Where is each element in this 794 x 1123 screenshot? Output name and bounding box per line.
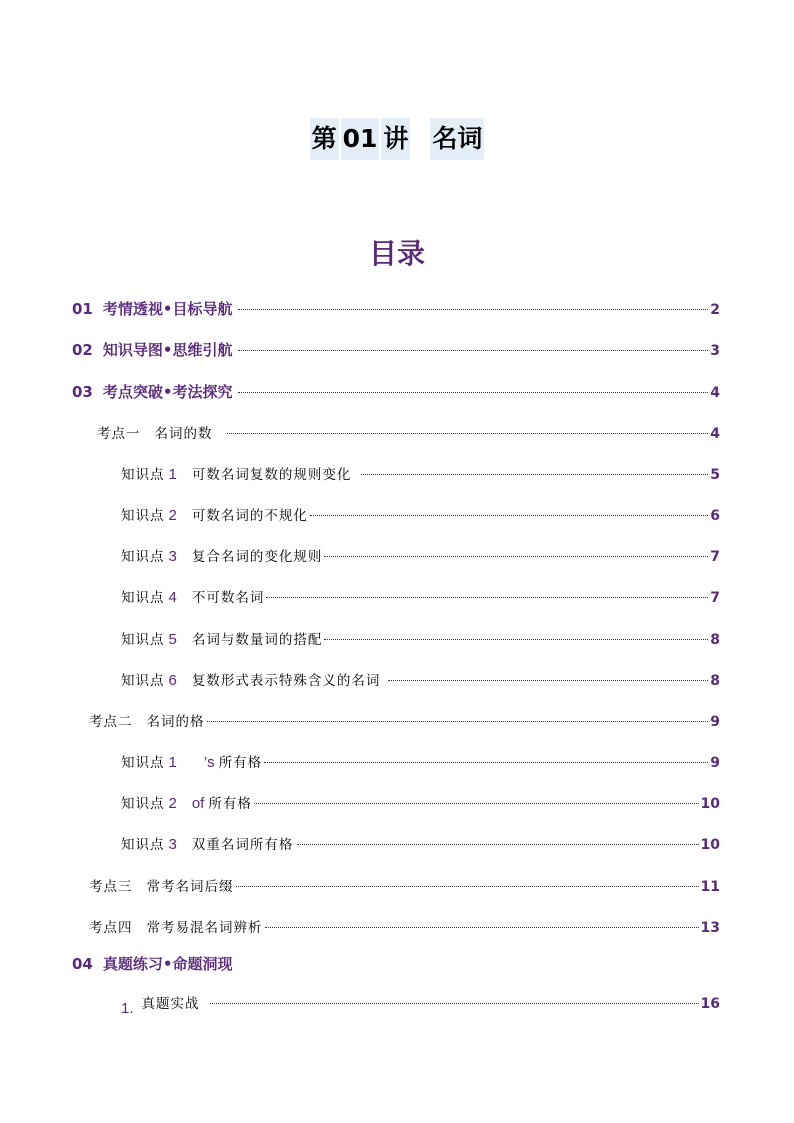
lecture-title-part: 第 — [310, 118, 339, 160]
zhishidian-label: 知识点 — [121, 796, 165, 812]
toc-zhishidian-2-3[interactable] — [121, 833, 720, 853]
zhishidian-title: 所有格 — [208, 796, 252, 812]
zhishidian-label: 知识点 — [121, 508, 165, 524]
page-number: 8 — [710, 632, 720, 648]
dot-leader — [310, 515, 708, 516]
zhishidian-number: 2 — [168, 795, 178, 812]
section-title: 考点突破•考法探究 — [102, 383, 233, 401]
section-number: 03 — [72, 383, 93, 401]
toc-kaodian-4[interactable] — [89, 916, 720, 936]
section-number: 04 — [72, 955, 93, 973]
dot-leader — [361, 474, 708, 475]
zhishidian-latin: ’s — [203, 754, 215, 771]
page-number: 8 — [710, 673, 720, 689]
toc-section-03[interactable] — [72, 381, 720, 401]
page-number: 7 — [710, 590, 720, 606]
dot-leader — [264, 762, 708, 763]
toc-heading: 目录 — [368, 237, 425, 270]
page-number: 4 — [710, 385, 720, 401]
kaodian-label: 考点三 — [89, 879, 133, 895]
dot-leader — [324, 639, 708, 640]
section-title: 真题练习•命题洞现 — [102, 955, 233, 973]
zhishidian-label: 知识点 — [121, 467, 165, 483]
page-number: 4 — [710, 426, 720, 442]
toc-zhishidian-1-6[interactable] — [121, 669, 720, 689]
toc-kaodian-1[interactable] — [97, 422, 720, 442]
zhishidian-number: 5 — [168, 631, 178, 648]
toc-section-02[interactable] — [72, 339, 720, 359]
kaodian-label: 考点一 — [97, 426, 141, 442]
dot-leader — [210, 1003, 699, 1004]
dot-leader — [388, 680, 708, 681]
kaodian-label: 考点四 — [89, 920, 133, 936]
toc-zhishidian-1-3[interactable] — [121, 545, 720, 565]
zhishidian-label: 知识点 — [121, 549, 165, 565]
dot-leader — [238, 350, 708, 351]
zhishidian-label: 知识点 — [121, 837, 165, 853]
lecture-title-topic: 名词 — [430, 118, 484, 160]
kaodian-title: 常考易混名词辨析 — [146, 920, 263, 936]
dot-leader — [238, 392, 708, 393]
page-number: 5 — [710, 467, 720, 483]
toc-zhishidian-2-2[interactable] — [121, 792, 720, 812]
lecture-title-part: 讲 — [381, 118, 410, 160]
zhishidian-title: 不可数名词 — [191, 590, 265, 606]
toc-exam-practice[interactable] — [121, 992, 720, 1017]
dot-leader — [238, 309, 708, 310]
dot-leader — [236, 886, 699, 887]
toc-zhishidian-1-1[interactable] — [121, 463, 720, 483]
zhishidian-number: 2 — [168, 507, 178, 524]
page-number: 9 — [710, 714, 720, 730]
zhishidian-label: 知识点 — [121, 590, 165, 606]
zhishidian-latin: of — [191, 795, 205, 812]
kaodian-title: 常考名词后缀 — [146, 879, 234, 895]
page-number: 7 — [710, 549, 720, 565]
zhishidian-number: 3 — [168, 836, 178, 853]
zhishidian-number: 6 — [168, 672, 178, 689]
zhishidian-number: 4 — [168, 589, 178, 606]
page-number: 16 — [700, 996, 720, 1012]
zhishidian-label: 知识点 — [121, 673, 165, 689]
zhishidian-title: 可数名词复数的规则变化 — [191, 467, 352, 483]
page-number: 10 — [700, 796, 720, 812]
lecture-title — [0, 118, 794, 160]
toc-section-04[interactable] — [72, 953, 232, 974]
page-number: 10 — [700, 837, 720, 853]
zhishidian-number: 1 — [168, 754, 178, 771]
zhishidian-title: 双重名词所有格 — [191, 837, 294, 853]
zhishidian-number: 3 — [168, 548, 178, 565]
dot-leader — [266, 597, 708, 598]
zhishidian-title: 复数形式表示特殊含义的名词 — [191, 673, 381, 689]
page-number: 6 — [710, 508, 720, 524]
zhishidian-title: 复合名词的变化规则 — [191, 549, 323, 565]
section-title: 知识导图•思维引航 — [102, 341, 233, 359]
page-number: 13 — [700, 920, 720, 936]
page-number: 3 — [710, 343, 720, 359]
toc-kaodian-2[interactable] — [89, 710, 720, 730]
item-number: 1. — [121, 1000, 134, 1017]
item-title: 真题实战 — [141, 996, 200, 1012]
page-number: 2 — [710, 302, 720, 318]
kaodian-title: 名词的数 — [154, 426, 213, 442]
dot-leader — [254, 803, 699, 804]
toc-zhishidian-1-2[interactable] — [121, 504, 720, 524]
dot-leader — [297, 844, 698, 845]
zhishidian-label: 知识点 — [121, 755, 165, 771]
zhishidian-title: 可数名词的不规化 — [191, 508, 308, 524]
section-number: 01 — [72, 300, 93, 318]
kaodian-title: 名词的格 — [146, 714, 205, 730]
zhishidian-title: 名词与数量词的搭配 — [191, 632, 323, 648]
lecture-title-number: 01 — [341, 118, 380, 160]
dot-leader — [265, 927, 699, 928]
dot-leader — [324, 556, 708, 557]
toc-kaodian-3[interactable] — [89, 875, 720, 895]
kaodian-label: 考点二 — [89, 714, 133, 730]
dot-leader — [227, 433, 709, 434]
toc-zhishidian-2-1[interactable] — [121, 751, 720, 771]
zhishidian-label: 知识点 — [121, 632, 165, 648]
dot-leader — [207, 721, 709, 722]
page-number: 11 — [700, 879, 720, 895]
zhishidian-title: 所有格 — [218, 755, 263, 771]
zhishidian-number: 1 — [168, 466, 178, 483]
section-title: 考情透视•目标导航 — [102, 300, 233, 318]
toc-zhishidian-1-5[interactable] — [121, 628, 720, 648]
page-number: 9 — [710, 755, 720, 771]
toc-section-01[interactable] — [72, 298, 720, 318]
section-number: 02 — [72, 341, 93, 359]
toc-zhishidian-1-4[interactable] — [121, 586, 720, 606]
